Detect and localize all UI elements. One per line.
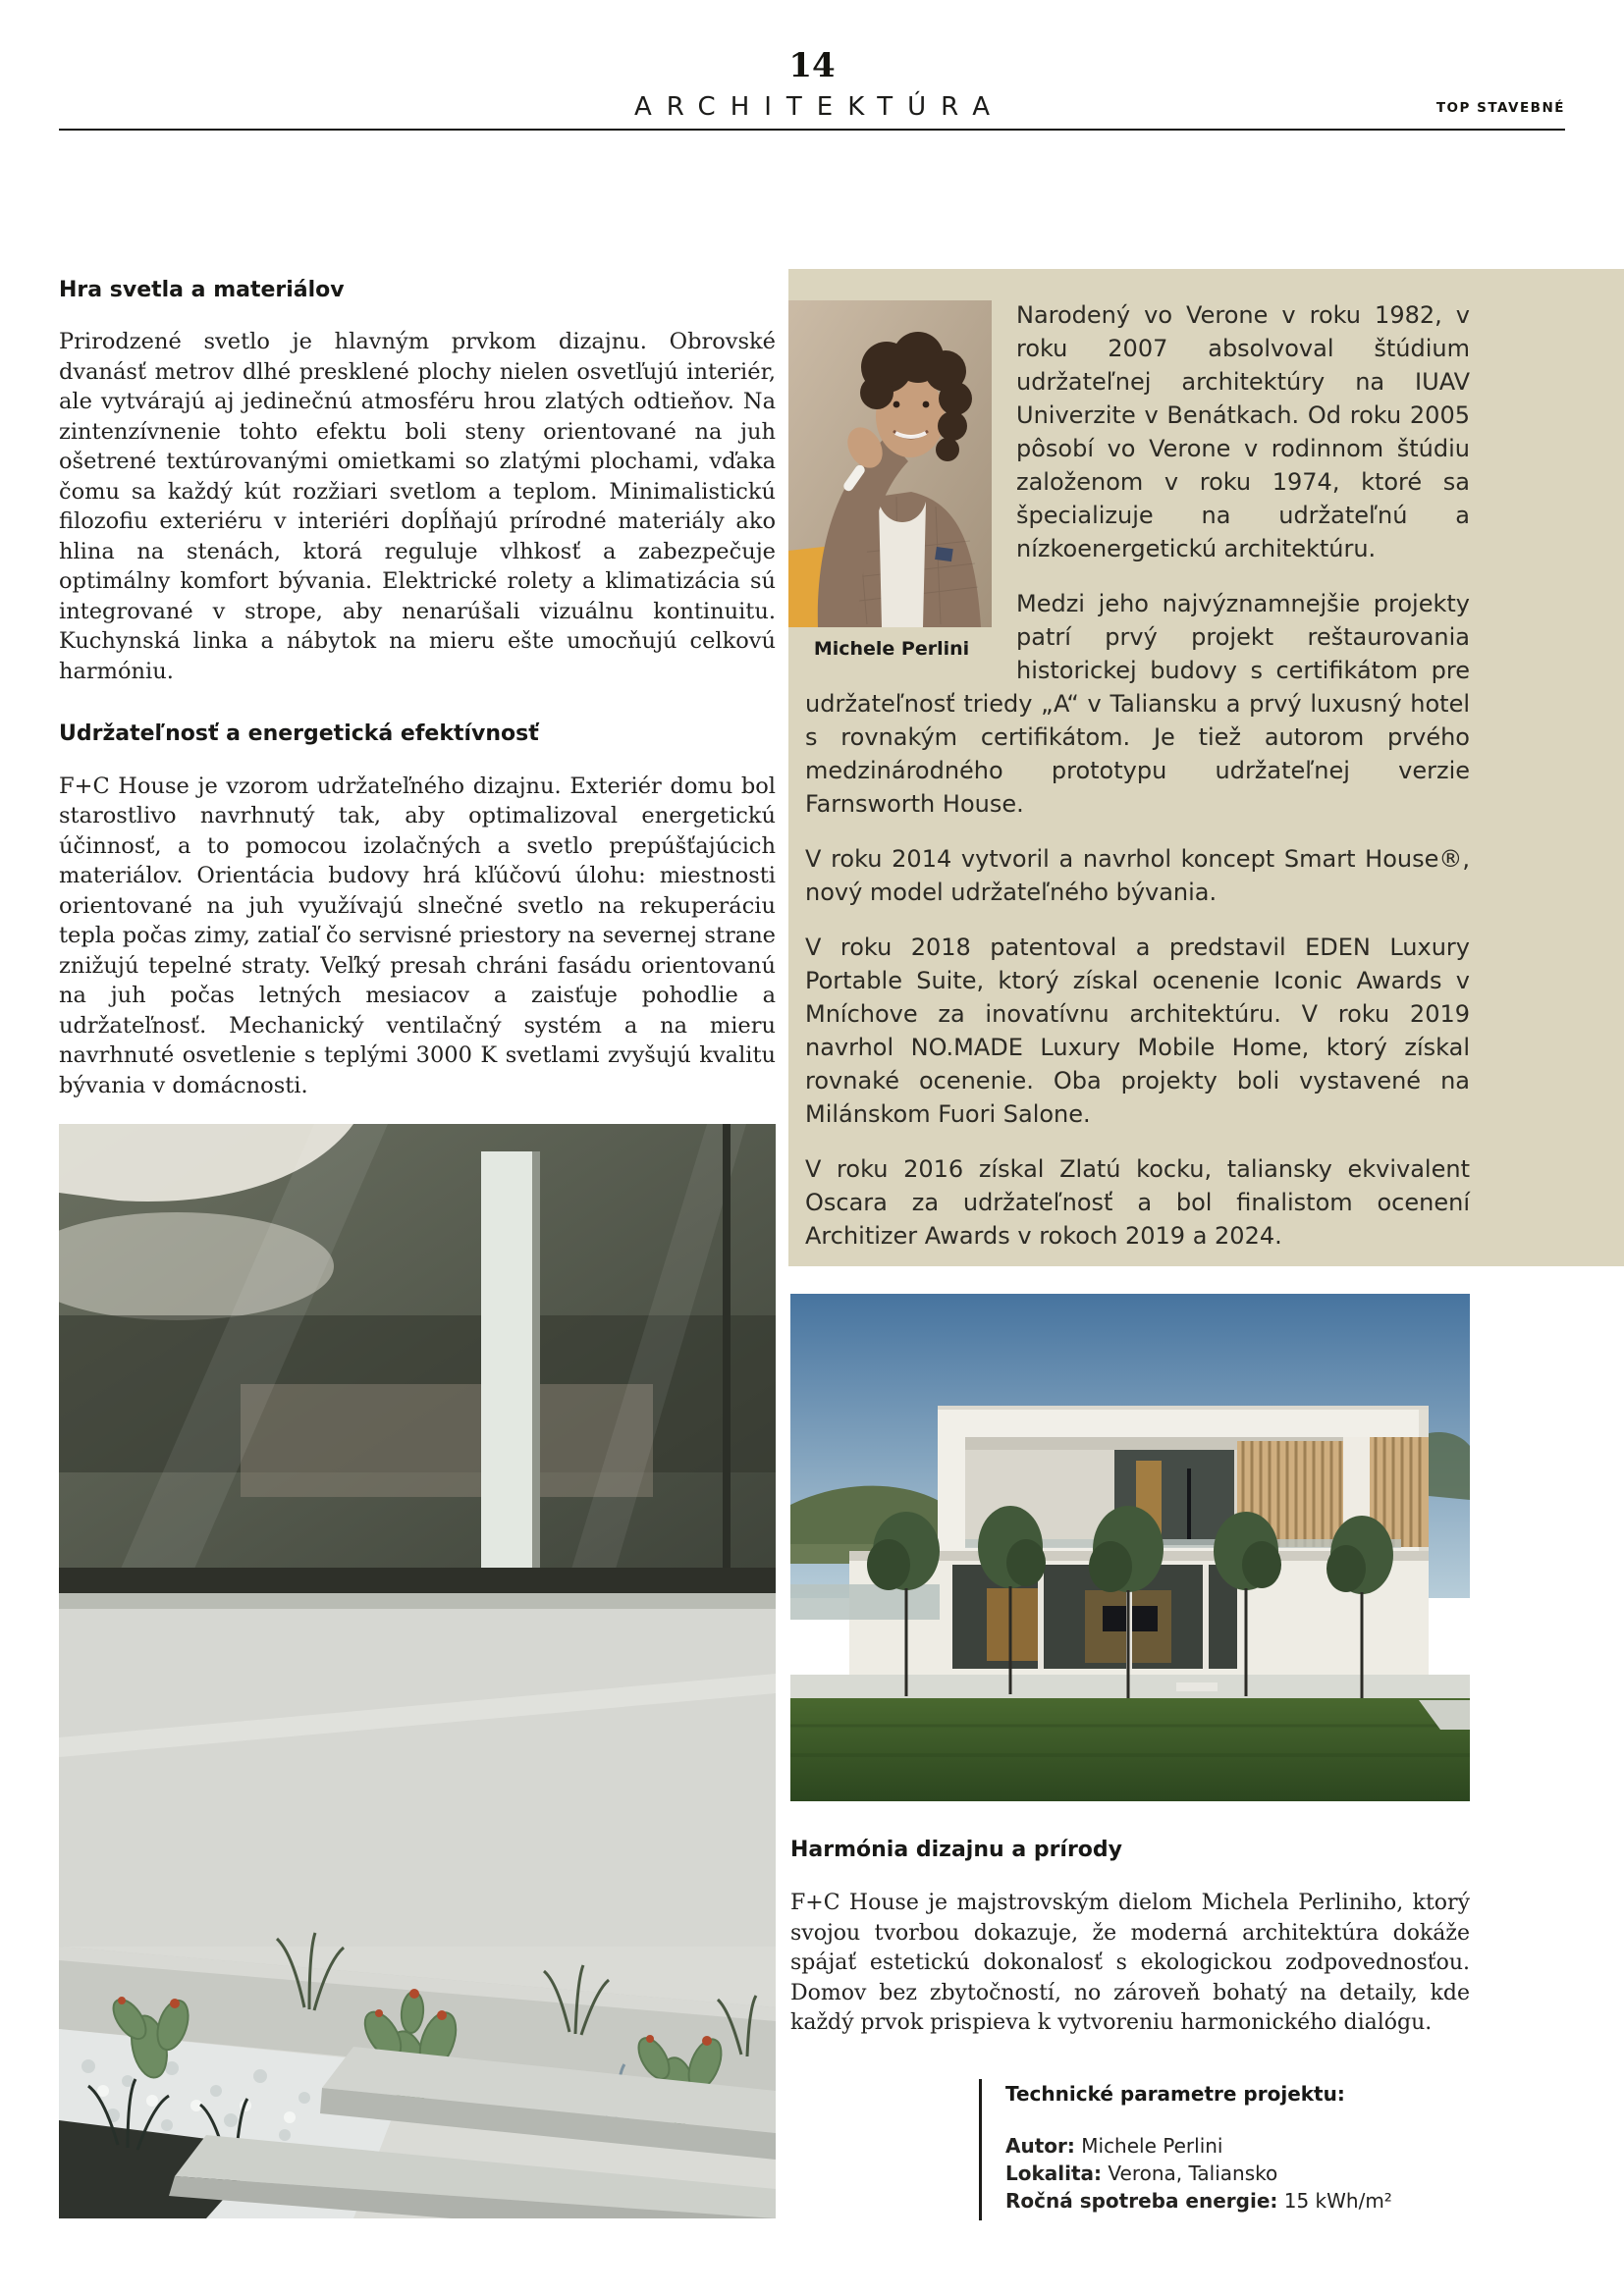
tech-row-location [1005,2160,1392,2187]
masthead-logo: TOP STAVEBNÉ [1435,100,1565,116]
technical-parameters-block [979,2079,1392,2220]
paragraph-light-and-materials: Prirodzené svetlo je hlavným prvkom dizajnu. Obrovské dvanásť metrov dlhé presklené plochy nielen osvetľujú interiér, ale vytvárajú aj jedinečnú atmosféru hrou zlatých odtieňov. Na zintenzívnenie tohto efektu boli steny orientované na juh ošetrené textúrovanými omietkami so zlatými plochami, vďaka čomu sa každý kút rozžiari svetlom a teplom. Minimalistickú filozofiu exteriéru v interiéri dopĺňajú prírodné materiály ako hlina na stenách, ktorá reguluje vlhkosť a zabezpečuje optimálny komfort bývania. Elektrické rolety a klimatizácia sú integrované v strope, aby nenarúšali vizuálnu kontinuitu. Kuchynská linka a nábytok na mieru ešte umocňujú celkovú harmóniu. [59,329,776,684]
house-exterior-photo [790,1294,1470,1801]
header-rule [59,129,1565,131]
tech-label: Autor: [1005,2134,1075,2158]
technical-parameters-title: Technické parametre projektu: [1005,2082,1345,2106]
tech-value: Verona, Taliansko [1108,2162,1278,2185]
tech-row-energy [1005,2187,1392,2215]
tech-label: Lokalita: [1005,2162,1103,2185]
heading-sustainability: Udržateľnosť a energetická efektívnosť [59,721,539,747]
heading-harmony: Harmónia dizajnu a prírody [790,1838,1123,1862]
left-column [59,278,776,2218]
page-number: 14 [788,46,836,85]
tech-value: Michele Perlini [1081,2134,1223,2158]
heading-light-and-materials: Hra svetla a materiálov [59,278,345,302]
tech-value: 15 kWh/m² [1283,2189,1392,2213]
architect-profile-panel [788,269,1624,1266]
section-title: ARCHITEKTÚRA [634,92,1004,122]
bio-paragraph: V roku 2018 patentoval a predstavil EDEN Luxury Portable Suite, ktorý získal ocenenie Iconic Awards v Mníchove za inovatívnu architektúru. V roku 2019 navrhol NO.MADE Luxury Mobile Home, ktorý získal rovnaké ocenenie. Oba projekty boli vystavené na Milánskom Fuori Salone. [805,934,1470,1128]
tech-row-author [1005,2132,1392,2160]
bio-paragraph: Narodený vo Verone v roku 1982, v roku 2007 absolvoval štúdium udržateľnej architektúry na IUAV Univerzite v Benátkach. Od roku 2005 pôsobí vo Verone v rodinnom štúdiu založenom v roku 1974, ktoré sa špecializuje na udržateľnú a nízkoenergetickú architektúru. [1016,301,1470,562]
portrait-caption: Michele Perlini [813,638,970,660]
harmony-section [790,1838,1470,2039]
tech-label: Ročná spotreba energie: [1005,2189,1278,2213]
paragraph-sustainability: F+C House je vzorom udržateľného dizajnu. Exteriér domu bol starostlivo navrhnutý tak, aby optimalizoval energetickú účinnosť, a to pomocou izolačných a svetlo prepúšťajúcich materiálov. Orientácia budovy hrá kľúčovú úlohu: miestnosti orientované na juh využívajú slnečné svetlo na rekuperáciu tepla počas zimy, zatiaľ čo servisné priestory na severnej strane znižujú tepelné straty. Veľký presah chráni fasádu orientovanú na juh počas letných mesiacov a zaisťuje pohodlie a udržateľnosť. Mechanický ventilačný systém a na mieru navrhnuté osvetlenie s teplými 3000 K svetlami zvyšujú kvalitu bývania v domácnosti. [59,773,776,1098]
bio-paragraph: Medzi jeho najvýznamnejšie projekty patrí prvý projekt reštaurovania historickej budovy s certifikátom pre udržateľnosť triedy „A“ v Taliansku a prvý luxusný hotel s rovnakým certifikátom. Je tiež autorom prvého medzinárodného prototypu udržateľnej verzie Farnsworth House. [805,590,1470,818]
paragraph-harmony: F+C House je majstrovským dielom Michela Perliniho, ktorý svojou tvorbou dokazuje, že moderná architektúra dokáže spájať estetickú dokonalosť s ekologickou zodpovednosťou. Domov bez zbytočností, no zároveň bohatý na detaily, kde každý prvok prispieva k vytvoreniu harmonického dialógu. [790,1891,1470,2036]
bio-paragraph: V roku 2014 vytvoril a navrhol koncept Smart House®, nový model udržateľného bývania. [805,845,1470,906]
bio-paragraph: V roku 2016 získal Zlatú kocku, taliansky ekvivalent Oscara za udržateľnosť a bol finalistom ocenení Architizer Awards v rokoch 2019 a 2024. [805,1155,1470,1250]
portrait-block [788,300,995,662]
portrait-photo [788,300,995,627]
technical-parameters-rows [1005,2132,1392,2215]
cactus-garden-photo [59,1124,776,2218]
